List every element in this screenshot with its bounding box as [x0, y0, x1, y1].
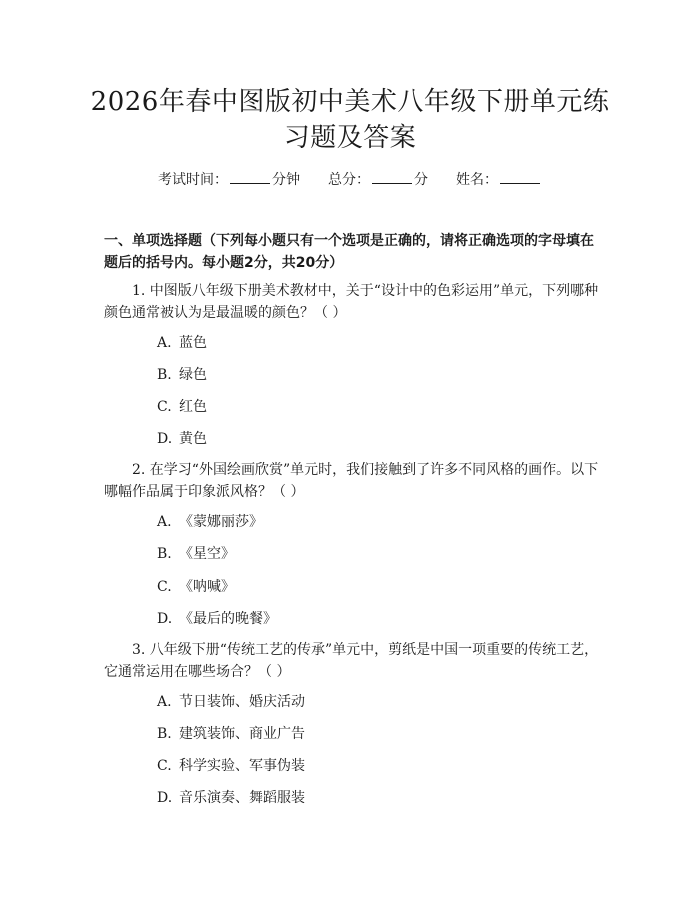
question-2-option-a — [157, 512, 263, 532]
option-letter: B. — [157, 367, 172, 383]
section-heading: 一、单项选择题（下列每小题只有一个选项是正确的，请将正确选项的字母填在题后的括号内。每小题2分，共20分） — [104, 233, 594, 271]
option-letter: D. — [157, 790, 173, 806]
option-letter: A. — [157, 694, 172, 710]
option-letter: B. — [157, 726, 172, 742]
option-letter: A. — [157, 514, 172, 530]
option-text: 科学实验、军事伪装 — [179, 758, 305, 774]
option-letter: D. — [157, 611, 173, 627]
question-2-option-d — [157, 609, 277, 629]
question-3-text: 3. 八年级下册“传统工艺的传承”单元中，剪纸是中国一项重要的传统工艺，它通常运用在哪些场合？（ ） — [104, 642, 599, 680]
document-title: 2026年春中图版初中美术八年级下册单元练习题及答案 — [90, 87, 610, 153]
option-letter: C. — [157, 399, 172, 415]
question-3-option-b — [157, 724, 305, 744]
question-1-option-d — [157, 429, 207, 449]
question-1-option-a — [157, 333, 207, 353]
question-1-text: 1. 中图版八年级下册美术教材中，关于“设计中的色彩运用”单元，下列哪种颜色通常被认为是最温暖的颜色？（ ） — [104, 283, 599, 321]
total-score-blank — [372, 169, 412, 184]
option-text: 音乐演奏、舞蹈服装 — [179, 790, 305, 806]
question-1-option-b — [157, 365, 207, 385]
student-name-blank — [500, 169, 540, 184]
option-letter: B. — [157, 546, 172, 562]
option-letter: C. — [157, 579, 172, 595]
option-text: 红色 — [179, 399, 207, 415]
exam-time-label: 考试时间： — [158, 172, 228, 188]
option-text: 《蒙娜丽莎》 — [179, 514, 263, 530]
question-3-option-d — [157, 788, 305, 808]
exam-time-unit: 分钟 — [272, 172, 300, 188]
question-1-option-c — [157, 397, 207, 417]
option-letter: A. — [157, 335, 172, 351]
option-letter: C. — [157, 758, 172, 774]
total-score-label: 总分： — [328, 172, 370, 188]
option-text: 《最后的晚餐》 — [179, 611, 277, 627]
option-text: 黄色 — [179, 431, 207, 447]
question-3-option-a — [157, 692, 305, 712]
option-text: 《呐喊》 — [179, 579, 235, 595]
option-text: 《星空》 — [179, 546, 235, 562]
option-text: 建筑装饰、商业广告 — [179, 726, 305, 742]
exam-time-blank — [230, 169, 270, 184]
option-text: 蓝色 — [179, 335, 207, 351]
option-text: 绿色 — [179, 367, 207, 383]
option-text: 节日装饰、婚庆活动 — [179, 694, 305, 710]
question-2-text: 2. 在学习“外国绘画欣赏”单元时，我们接触到了许多不同风格的画作。以下哪幅作品属于印象派风格？（ ） — [104, 462, 599, 500]
total-score-unit: 分 — [414, 172, 428, 188]
question-2-option-c — [157, 577, 235, 597]
question-2-option-b — [157, 544, 235, 564]
option-letter: D. — [157, 431, 173, 447]
exam-info-line — [0, 169, 700, 190]
question-3-option-c — [157, 756, 305, 776]
student-name-label: 姓名： — [456, 172, 498, 188]
